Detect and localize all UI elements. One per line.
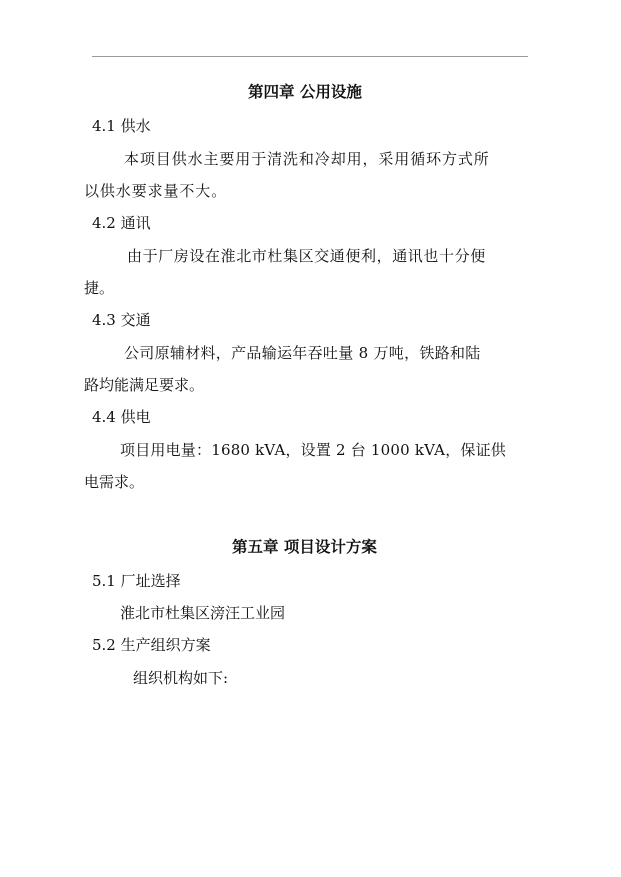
section-5-2-text: 组织机构如下:: [133, 669, 229, 687]
section-4-3-heading: 4.3 交通: [92, 311, 151, 329]
chapter-5-title: 第五章 项目设计方案: [232, 537, 377, 556]
section-4-2-text-line-1: 由于厂房设在淮北市杜集区交通便利，通讯也十分便: [127, 247, 486, 265]
section-4-2-text-line-2: 捷。: [84, 279, 115, 297]
section-4-3-text-line-1: 公司原辅材料，产品输运年吞吐量 8 万吨，铁路和陆: [124, 344, 481, 362]
section-4-4-text-line-2: 电需求。: [84, 473, 145, 491]
section-5-1-heading: 5.1 厂址选择: [92, 572, 181, 590]
section-4-3-text-line-2: 路均能满足要求。: [84, 376, 205, 394]
section-5-2-heading: 5.2 生产组织方案: [92, 636, 211, 654]
header-rule: [92, 56, 528, 57]
section-4-2-heading: 4.2 通讯: [92, 214, 151, 232]
section-4-1-text-line-2: 以供水要求量不大。: [84, 182, 228, 200]
section-4-4-heading: 4.4 供电: [92, 408, 151, 426]
section-4-1-heading: 4.1 供水: [92, 117, 151, 135]
section-4-1-text-line-1: 本项目供水主要用于清洗和冷却用，采用循环方式所: [124, 150, 490, 168]
chapter-4-title: 第四章 公用设施: [248, 82, 362, 101]
section-4-4-text-line-1: 项目用电量：1680 kVA，设置 2 台 1000 kVA，保证供: [120, 441, 507, 459]
section-5-1-text: 淮北市杜集区滂汪工业园: [120, 604, 286, 622]
